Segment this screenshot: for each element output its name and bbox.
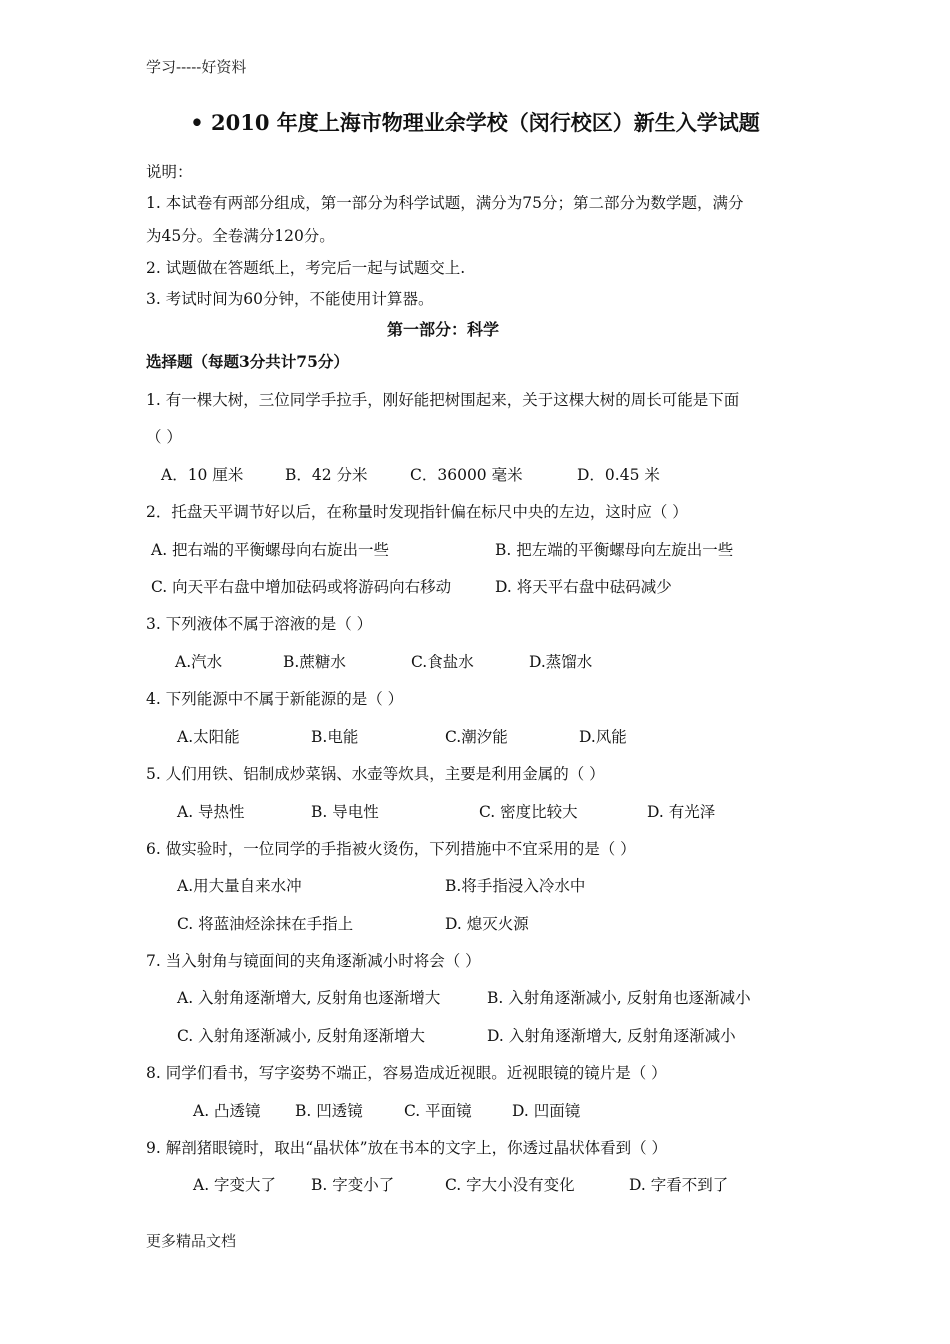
option-c: C. 将蓝油烃涂抹在手指上	[177, 915, 354, 933]
option-d: D. 字看不到了	[629, 1176, 729, 1194]
note-3: 3. 考试时间为60分钟，不能使用计算器。	[146, 290, 434, 308]
option-a: A. 字变大了	[193, 1176, 277, 1194]
option-b: B. 把左端的平衡螺母向左旋出一些	[495, 541, 734, 559]
option-a: A. 入射角逐渐增大, 反射角也逐渐增大	[177, 989, 441, 1007]
question-stem: 2．托盘天平调节好以后，在称量时发现指针偏在标尺中央的左边，这时应（ ）	[146, 503, 688, 521]
note-1a: 1. 本试卷有两部分组成，第一部分为科学试题，满分为75分；第二部分为数学题，满分	[146, 194, 744, 212]
option-d: D. 入射角逐渐增大, 反射角逐渐减小	[487, 1027, 736, 1045]
option-a: A. 凸透镜	[193, 1102, 261, 1120]
choice-header: 选择题（每题3分共计75分）	[146, 352, 349, 371]
option-c: C. 向天平右盘中增加砝码或将游码向右移动	[151, 578, 452, 596]
option-d: D.蒸馏水	[529, 653, 593, 671]
option-a: A.汽水	[175, 653, 223, 671]
option-b: B.蔗糖水	[283, 653, 346, 671]
question-stem: 1. 有一棵大树，三位同学手拉手，刚好能把树围起来，关于这棵大树的周长可能是下面	[146, 391, 740, 409]
option-a: A.用大量自来水冲	[177, 877, 302, 895]
option-b: B. 凹透镜	[295, 1102, 363, 1120]
option-b: B．42 分米	[285, 466, 368, 484]
question-stem: 4. 下列能源中不属于新能源的是（ ）	[146, 690, 404, 708]
question-stem-cont: （ ）	[146, 428, 182, 446]
option-c: C. 字大小没有变化	[445, 1176, 575, 1194]
option-d: D. 凹面镜	[512, 1102, 581, 1120]
note-1b: 为45分。全卷满分120分。	[146, 227, 335, 245]
option-b: B.电能	[311, 728, 359, 746]
question-stem: 3. 下列液体不属于溶液的是（ ）	[146, 615, 373, 633]
option-c: C. 密度比较大	[479, 803, 578, 821]
option-c: C．36000 毫米	[410, 466, 523, 484]
option-c: C. 入射角逐渐减小, 反射角逐渐增大	[177, 1027, 426, 1045]
option-b: B.将手指浸入冷水中	[445, 877, 586, 895]
option-a: A．10 厘米	[161, 466, 244, 484]
page-header: 学习-----好资料	[146, 58, 247, 76]
option-c: C.潮汐能	[445, 728, 508, 746]
option-d: D.风能	[579, 728, 627, 746]
option-b: B. 导电性	[311, 803, 379, 821]
option-a: A. 导热性	[177, 803, 245, 821]
option-a: A.太阳能	[177, 728, 240, 746]
option-d: D. 熄灭火源	[445, 915, 529, 933]
option-d: D．0.45 米	[577, 466, 660, 484]
notes-label: 说明：	[146, 163, 193, 181]
option-c: C. 平面镜	[404, 1102, 472, 1120]
question-stem: 8. 同学们看书，写字姿势不端正，容易造成近视眼。近视眼镜的镜片是（ ）	[146, 1064, 667, 1082]
option-b: B. 入射角逐渐减小, 反射角也逐渐减小	[487, 989, 751, 1007]
option-b: B. 字变小了	[311, 1176, 395, 1194]
exam-title: • 2010 年度上海市物理业余学校（闵行校区）新生入学试题	[190, 110, 760, 135]
option-c: C.食盐水	[411, 653, 474, 671]
section-title: 第一部分：科学	[386, 320, 499, 339]
question-stem: 7. 当入射角与镜面间的夹角逐渐减小时将会（ ）	[146, 952, 481, 970]
question-stem: 9. 解剖猪眼镜时，取出“晶状体”放在书本的文字上，你透过晶状体看到（ ）	[146, 1139, 667, 1157]
option-d: D. 有光泽	[647, 803, 716, 821]
page-footer: 更多精品文档	[146, 1232, 237, 1250]
option-d: D. 将天平右盘中砝码减少	[495, 578, 672, 596]
option-a: A. 把右端的平衡螺母向右旋出一些	[151, 541, 390, 559]
note-2: 2. 试题做在答题纸上，考完后一起与试题交上.	[146, 259, 466, 277]
question-stem: 5. 人们用铁、铝制成炒菜锅、水壶等炊具，主要是利用金属的（ ）	[146, 765, 605, 783]
question-stem: 6. 做实验时，一位同学的手指被火烫伤，下列措施中不宜采用的是（ ）	[146, 840, 636, 858]
